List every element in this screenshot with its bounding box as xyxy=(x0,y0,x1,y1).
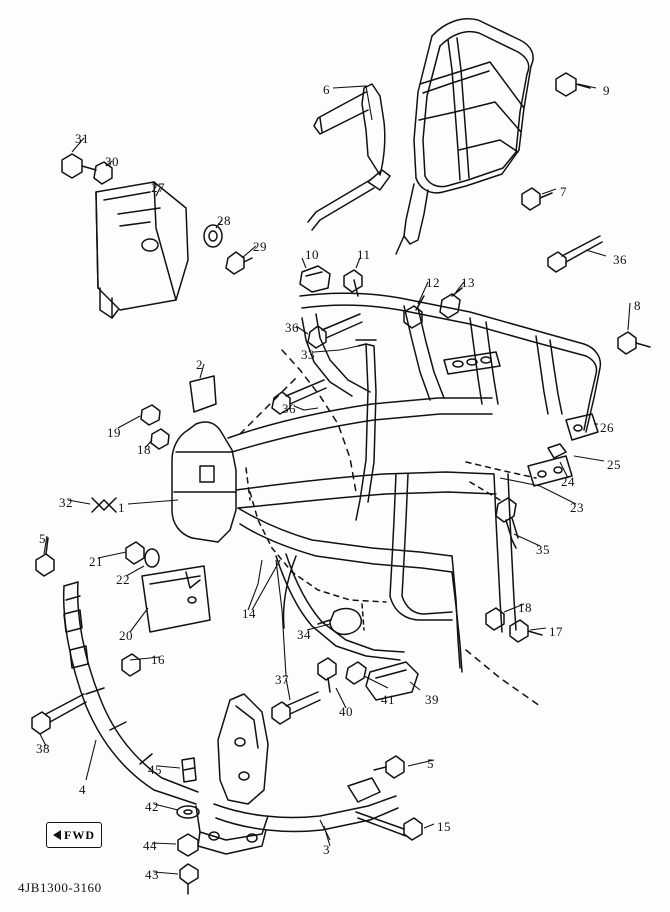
callout-number-29: 29 xyxy=(253,239,267,254)
callout-number-5: 5 xyxy=(427,756,434,771)
fwd-arrow-icon xyxy=(53,830,61,840)
callout-number-26: 26 xyxy=(600,420,614,435)
callout-number-38: 38 xyxy=(36,741,50,756)
callout-number-20: 20 xyxy=(119,628,133,643)
callout-number-18: 18 xyxy=(137,442,151,457)
orientation-badge xyxy=(46,822,102,848)
callout-number-14: 14 xyxy=(242,606,256,621)
callout-number-1: 1 xyxy=(118,500,125,515)
callout-number-11: 11 xyxy=(357,247,371,262)
callout-number-43: 43 xyxy=(145,867,159,882)
part-number-label: 4JB1300-3160 xyxy=(18,880,102,895)
callout-number-32: 32 xyxy=(59,495,73,510)
callout-number-9: 9 xyxy=(603,83,610,98)
callout-number-10: 10 xyxy=(305,247,319,262)
callout-number-41: 41 xyxy=(381,692,395,707)
callout-number-21: 21 xyxy=(89,554,103,569)
callout-number-30: 30 xyxy=(105,154,119,169)
callout-number-15: 15 xyxy=(437,819,451,834)
callout-number-22: 22 xyxy=(116,572,130,587)
callout-number-13: 13 xyxy=(461,275,475,290)
callout-number-5: 5 xyxy=(39,531,46,546)
callout-number-27: 27 xyxy=(151,180,165,195)
callout-number-36: 36 xyxy=(282,401,296,416)
callout-number-8: 8 xyxy=(634,298,641,313)
callout-number-28: 28 xyxy=(217,213,231,228)
callout-number-40: 40 xyxy=(339,704,353,719)
callout-number-19: 19 xyxy=(107,425,121,440)
callout-number-4: 4 xyxy=(79,782,86,797)
callout-number-12: 12 xyxy=(426,275,440,290)
callout-number-3: 3 xyxy=(323,842,330,857)
callout-number-2: 2 xyxy=(196,357,203,372)
callout-number-17: 17 xyxy=(549,624,563,639)
callout-number-18: 18 xyxy=(518,600,532,615)
callout-number-44: 44 xyxy=(143,838,157,853)
callout-number-39: 39 xyxy=(425,692,439,707)
callout-number-45: 45 xyxy=(148,762,162,777)
callout-number-34: 34 xyxy=(297,627,311,642)
callout-number-24: 24 xyxy=(561,474,575,489)
callout-number-36: 36 xyxy=(285,320,299,335)
callout-number-16: 16 xyxy=(151,652,165,667)
callout-number-37: 37 xyxy=(275,672,289,687)
callout-number-23: 23 xyxy=(570,500,584,515)
callout-number-7: 7 xyxy=(560,184,567,199)
callout-number-6: 6 xyxy=(323,82,330,97)
callout-number-36: 36 xyxy=(613,252,627,267)
callout-number-33: 33 xyxy=(301,347,315,362)
orientation-badge-label: FWD xyxy=(64,827,95,842)
callout-number-42: 42 xyxy=(145,799,159,814)
callout-number-31: 31 xyxy=(75,131,89,146)
callout-number-35: 35 xyxy=(536,542,550,557)
callout-number-25: 25 xyxy=(607,457,621,472)
